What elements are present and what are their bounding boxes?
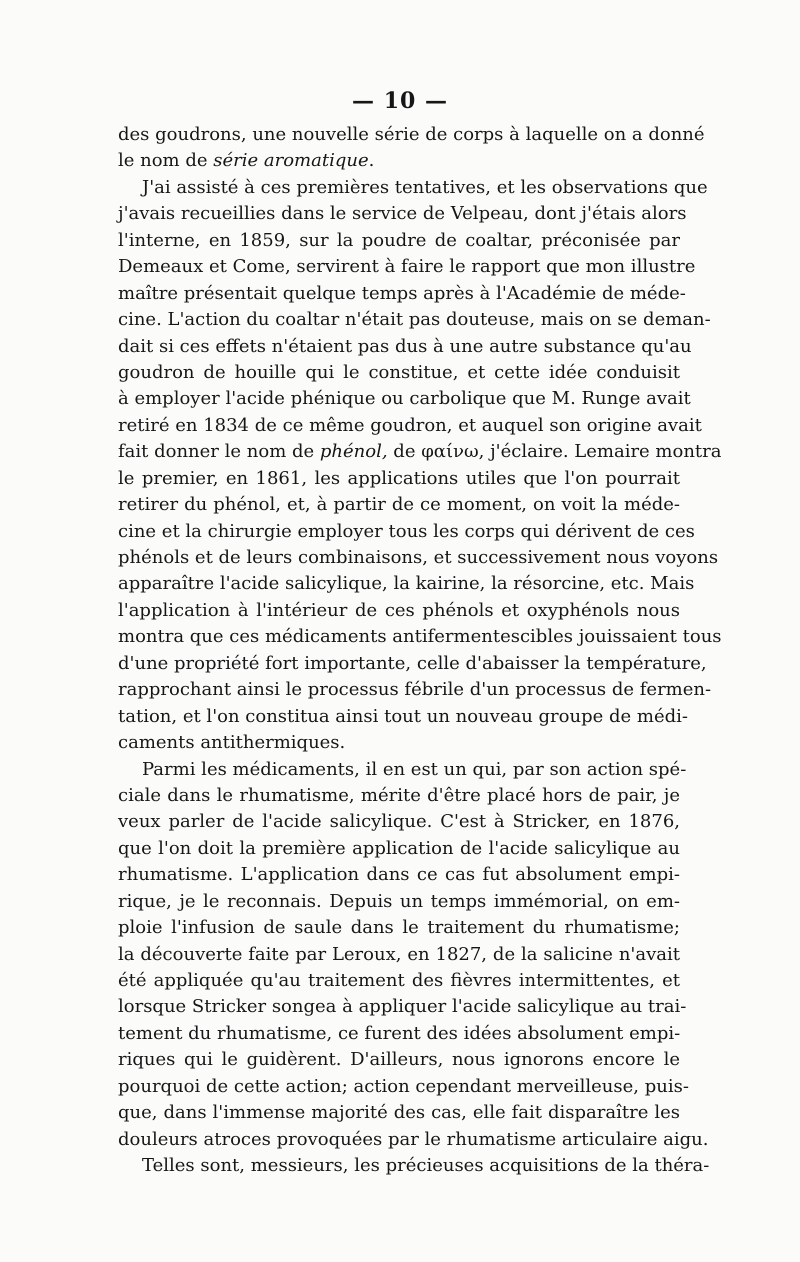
text-line: Demeaux et Come, servirent à faire le rapport que mon illustre [118,256,696,278]
text-line: à employer l'acide phénique ou carbolique que M. Runge avait [118,388,691,410]
text-line: que, dans l'immense majorité des cas, elle fait disparaître les [118,1102,680,1124]
text-line: phénols et de leurs combinaisons, et successivement nous voyons [118,547,719,568]
text-line: veux parler de l'acide salicylique. C'est à Stricker, en 1876, [118,811,680,833]
text-line: retirer du phénol, et, à partir de ce moment, on voit la méde- [118,494,680,516]
text-line: Telles sont, messieurs, les précieuses acquisitions de la théra- [142,1155,710,1177]
italic-term: phénol, [319,441,388,463]
text-line: Parmi les médicaments, il en est un qui, par son action spé- [142,758,687,780]
text-line: été appliquée qu'au traitement des fièvres intermittentes, et [118,970,680,991]
body-text [118,122,722,1180]
text-line: cine et la chirurgie employer tous les corps qui dérivent de ces [118,520,695,542]
text-line: rique, je le reconnais. Depuis un temps immémorial, on em- [118,890,680,912]
text-line: j'avais recueillies dans le service de Velpeau, dont j'étais alors [118,203,687,225]
text-line [118,148,680,174]
text-line: J'ai assisté à ces premières tentatives, et les observations que [142,176,708,198]
text-line [118,439,722,465]
text-line: rapprochant ainsi le processus fébrile d'un processus de fermen- [118,679,712,701]
text-line: tation, et l'on constitua ainsi tout un nouveau groupe de médi- [118,705,688,727]
text-line: montra que ces médicaments antifermentescibles jouissaient tous [118,626,722,648]
text-line: dait si ces effets n'étaient pas dus à une autre substance qu'au [118,335,692,357]
text-line: goudron de houille qui le constitue, et cette idée conduisit [118,361,680,383]
text-run: le nom de [118,150,214,172]
text-line: maître présentait quelque temps après à l'Académie de méde- [118,282,686,304]
text-run: fait donner le nom de [118,441,320,463]
text-line: ploie l'infusion de saule dans le traitement du rhumatisme; [118,917,680,939]
text-line: ciale dans le rhumatisme, mérite d'être placé hors de pair, je [118,784,680,806]
text-line: lorsque Stricker songea à appliquer l'acide salicylique au trai- [118,996,687,1018]
text-line: tement du rhumatisme, ce furent des idées absolument empi- [118,1022,681,1044]
text-line: douleurs atroces provoquées par le rhumatisme articulaire aigu. [118,1128,709,1150]
text-line: apparaître l'acide salicylique, la kairine, la résorcine, etc. Mais [118,573,695,595]
text-run: de φαίνω, j'éclaire. Lemaire montra [387,441,722,463]
text-run: . [368,150,375,172]
text-line: cine. L'action du coaltar n'était pas douteuse, mais on se deman- [118,309,711,331]
text-line: riques qui le guidèrent. D'ailleurs, nous ignorons encore le [118,1049,680,1071]
text-line: que l'on doit la première application de l'acide salicylique au [118,837,680,859]
text-line: le premier, en 1861, les applications utiles que l'on pourrait [118,467,680,489]
text-line: pourquoi de cette action; action cependant merveilleuse, puis- [118,1075,689,1097]
text-line: retiré en 1834 de ce même goudron, et auquel son origine avait [118,414,702,436]
text-line: des goudrons, une nouvelle série de corps à laquelle on a donné [118,124,705,145]
text-line: d'une propriété fort importante, celle d'abaisser la température, [118,652,707,674]
text-line: l'application à l'intérieur de ces phénols et oxyphénols nous [118,599,680,621]
page-number: — 10 — [352,88,448,114]
italic-term: série aromatique [213,150,369,172]
text-line: caments antithermiques. [118,732,346,754]
text-line: la découverte faite par Leroux, en 1827, de la salicine n'avait [118,943,680,965]
text-line: l'interne, en 1859, sur la poudre de coaltar, préconisée par [118,229,680,251]
text-line: rhumatisme. L'application dans ce cas fut absolument empi- [118,864,680,886]
